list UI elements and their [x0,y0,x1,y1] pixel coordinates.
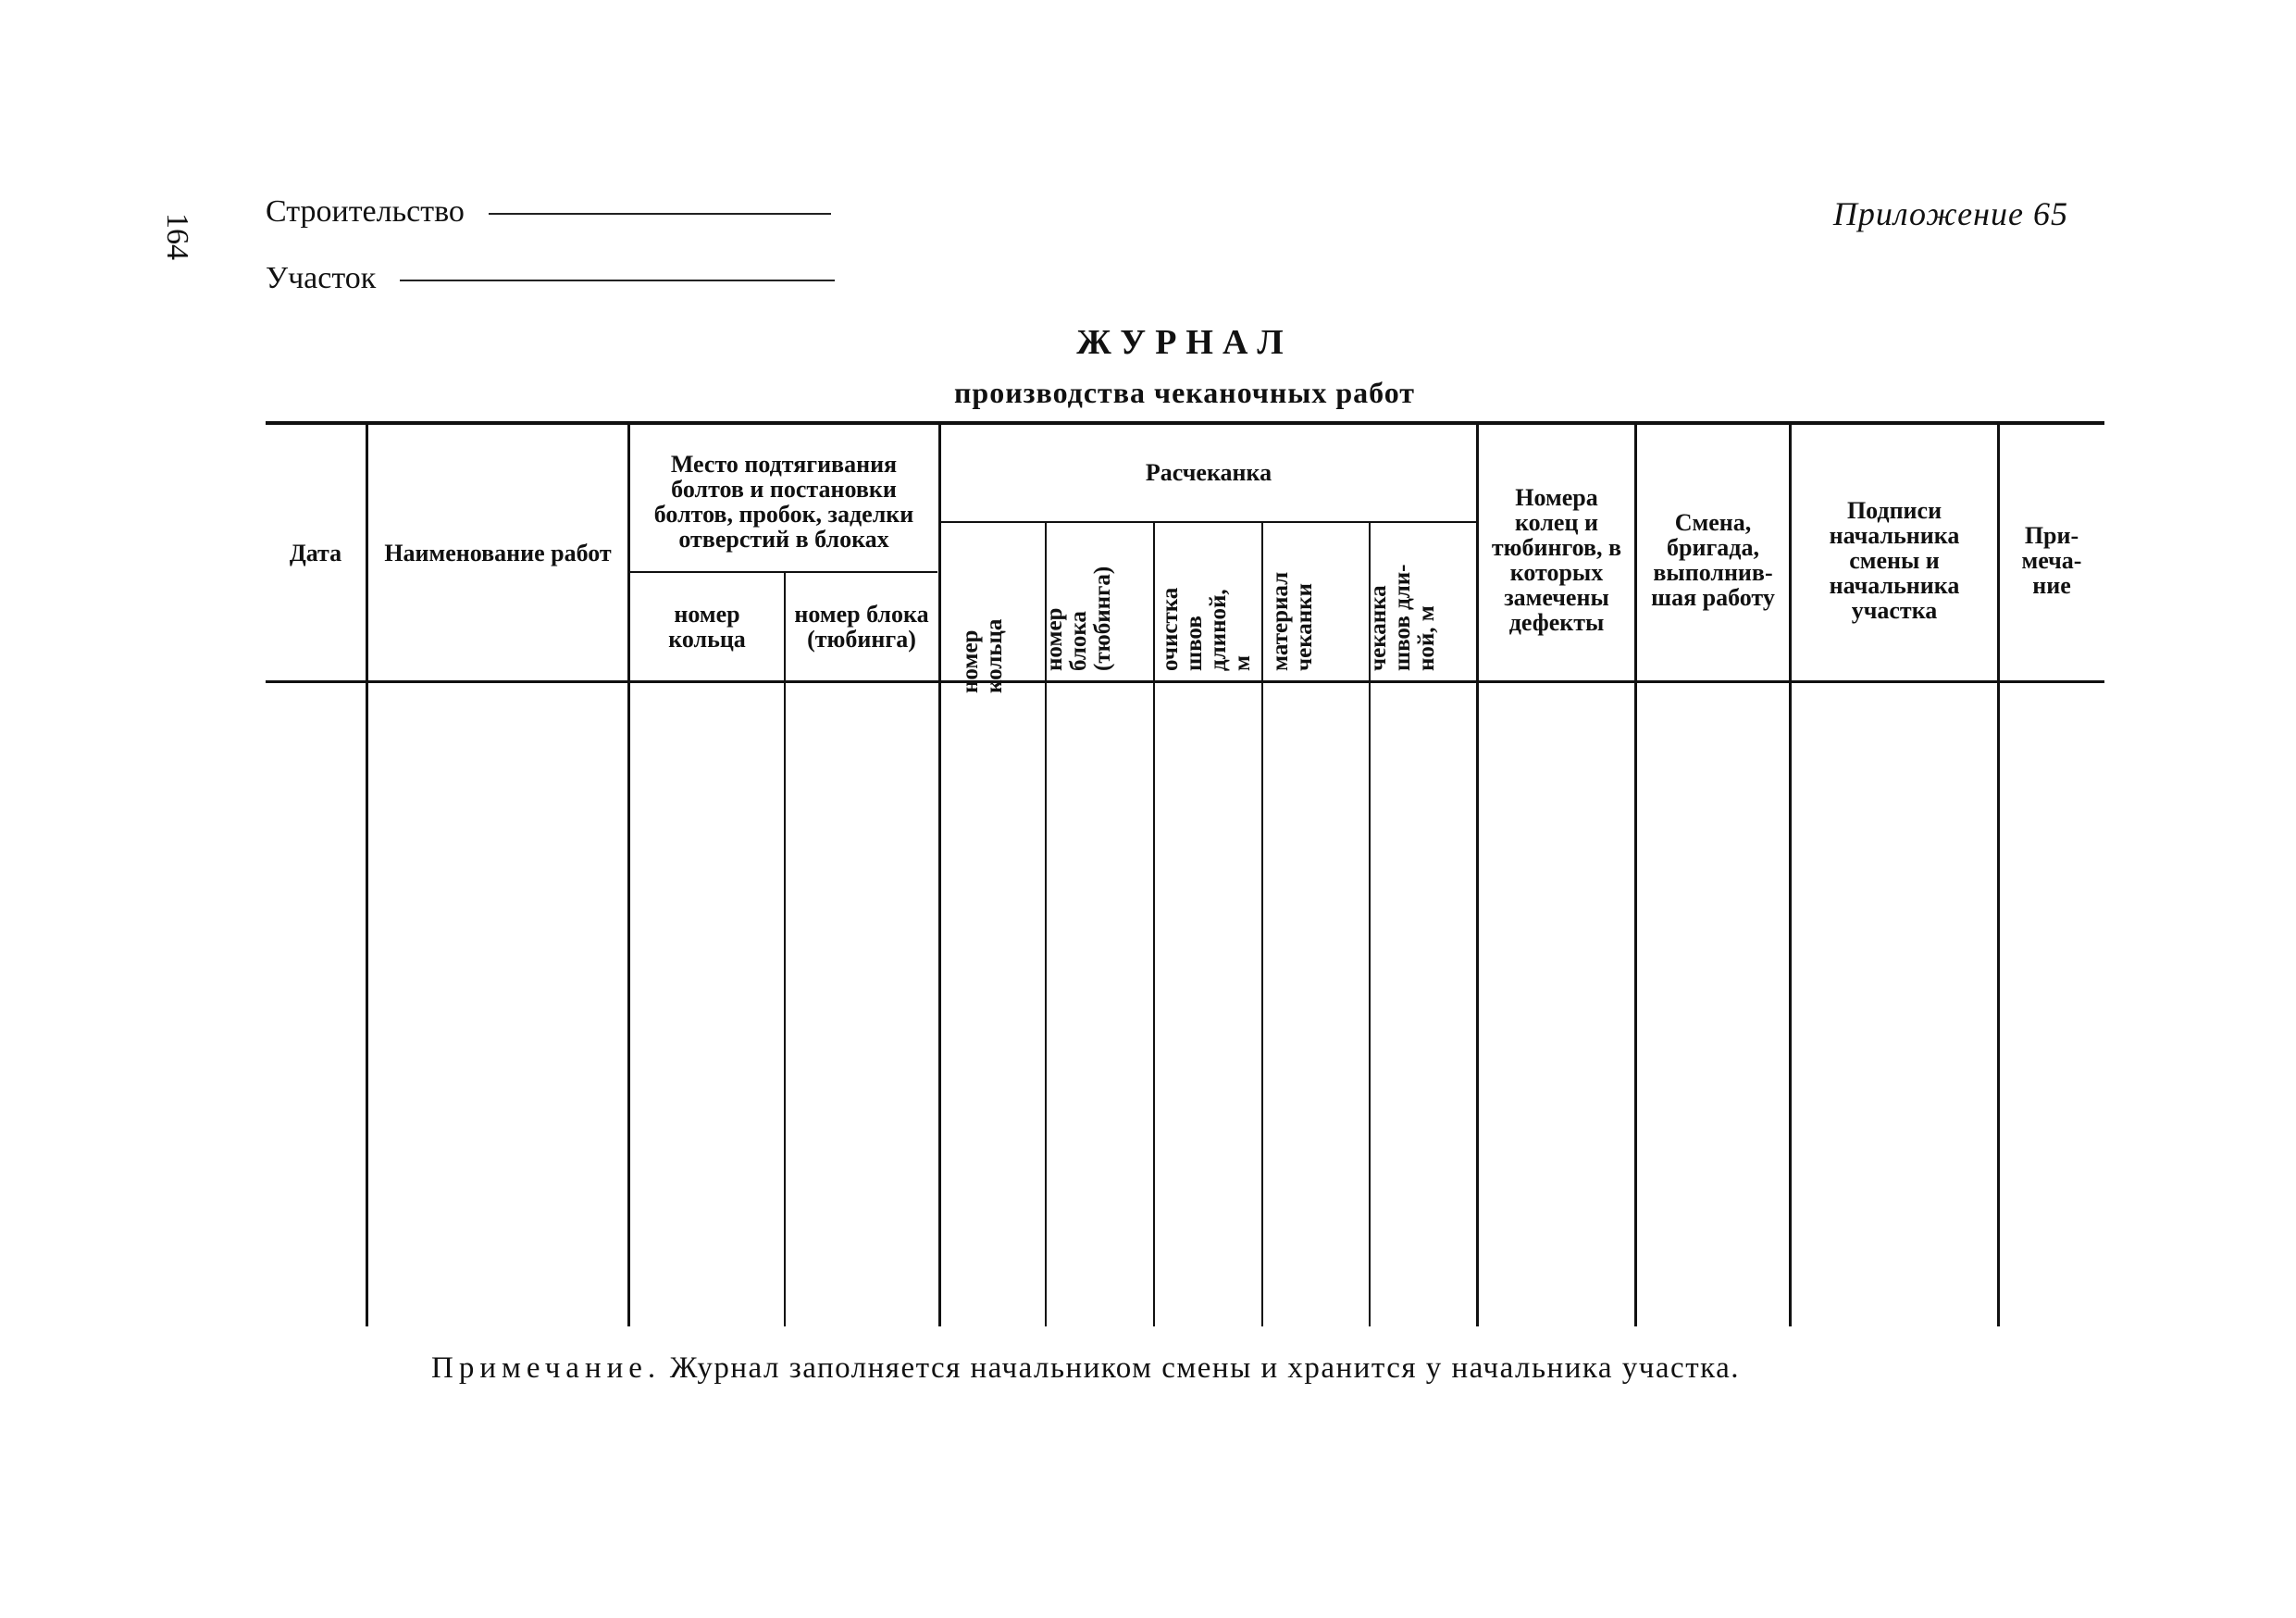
caulk-subheader-rule [941,521,1476,523]
section-field [266,261,835,296]
section-blank-line [400,280,835,281]
col-date-header: Дата [289,539,342,566]
place-group-header: Место подтягивания болтов и постановки болтов, пробок, заделки отверстий в блоках [653,451,914,553]
caulk-material-header: материал чеканки [1268,571,1317,671]
caulk-clean-header: очистка швов длиной, м [1158,587,1255,671]
caulk-length-header: чеканка швов дли- ной, м [1366,564,1439,671]
col-rule [627,421,630,1326]
footnote-label: Примечание. [431,1351,662,1385]
col-rule [784,573,786,1326]
caulk-ring-header: номер кольца [958,618,1007,693]
col-rule [1789,421,1792,1326]
col-name-header: Наименование работ [384,539,612,566]
construction-blank-line [489,213,831,215]
document-title: ЖУРНАЛ [1076,323,1293,362]
header-bottom-rule [266,680,2104,683]
col-rule [1634,421,1637,1326]
construction-label: Строительство [266,194,465,229]
footnote-text: Журнал заполняется начальником смены и хранится у начальника участка. [669,1351,1741,1385]
document-subtitle: производства чеканочных работ [953,376,1415,409]
construction-field [266,194,831,230]
col-signatures-header: Подписи начальника смены и начальника участка [1829,496,1960,624]
caulk-block-header: номер блока (тюбинга) [1042,566,1115,671]
appendix-label: Приложение 65 [1832,195,2068,232]
section-label: Участок [266,261,377,295]
place-block-header: номер блока (тюбинга) [794,601,929,653]
col-rule [938,421,941,1326]
col-shift-header: Смена, бригада, выполнив- шая работу [1651,509,1775,611]
place-ring-header: номер кольца [668,601,746,653]
footnote [431,1351,1740,1386]
page-number: 164 [160,213,194,260]
caulk-group-header: Расчеканка [1145,458,1272,486]
col-rule [1997,421,2000,1326]
journal-table [266,421,2104,1326]
col-defects-header: Номера колец и тюбингов, в которых замечены дефекты [1491,484,1622,636]
col-remarks-header: При- меча- ние [2021,521,2082,599]
